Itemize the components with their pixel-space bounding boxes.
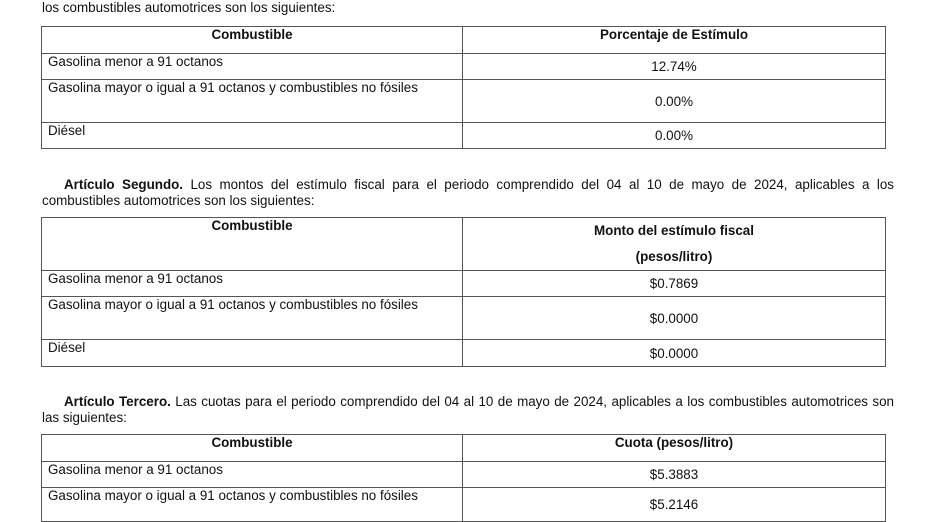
fuel-value: $0.0000 [463,340,886,367]
article-tercero [42,394,894,426]
fuel-value: 0.00% [463,80,886,123]
header-combustible: Combustible [42,435,463,462]
fuel-name: Gasolina mayor o igual a 91 octanos y combustibles no fósiles [42,488,463,522]
table-row [42,54,886,80]
fuel-name: Diésel [42,123,463,149]
article-text: Los montos del estímulo fiscal para el periodo comprendido del 04 al 10 de mayo de 2024, aplicables a los combustibles automotrices son los siguientes: [42,177,894,208]
article-title: Artículo Segundo. [64,177,184,192]
fuel-name: Diésel [42,340,463,367]
table-row [42,488,886,522]
intro-text-tail: los combustibles automotrices son los siguientes: [42,0,336,15]
fuel-name: Gasolina menor a 91 octanos [42,462,463,488]
header-monto [463,218,886,271]
article-segundo [42,177,894,209]
fuel-value: $0.0000 [463,297,886,340]
fuel-value: $0.7869 [463,271,886,297]
fuel-name: Gasolina mayor o igual a 91 octanos y combustibles no fósiles [42,297,463,340]
table-row [42,340,886,367]
table-row [42,271,886,297]
article-text: Las cuotas para el periodo comprendido del 04 al 10 de mayo de 2024, aplicables a los combustibles automotrices son las siguientes: [42,394,894,425]
fuel-name: Gasolina menor a 91 octanos [42,271,463,297]
cuota-table [41,434,886,522]
fuel-value: $5.3883 [463,462,886,488]
table-row [42,80,886,123]
table-row [42,462,886,488]
header-combustible: Combustible [42,218,463,271]
table-header-row [42,27,886,54]
fuel-value: $5.2146 [463,488,886,522]
header-porcentaje: Porcentaje de Estímulo [463,27,886,54]
table-header-row [42,218,886,271]
header-combustible: Combustible [42,27,463,54]
fuel-value: 12.74% [463,54,886,80]
article-title: Artículo Tercero. [64,394,171,409]
header-monto-line1: Monto del estímulo fiscal [594,223,754,238]
stimulus-percentage-table [41,26,886,149]
header-cuota: Cuota (pesos/litro) [463,435,886,462]
table-row [42,297,886,340]
table-header-row [42,435,886,462]
stimulus-amount-table [41,217,886,367]
header-monto-line2: (pesos/litro) [635,249,713,264]
fuel-name: Gasolina menor a 91 octanos [42,54,463,80]
fuel-name: Gasolina mayor o igual a 91 octanos y combustibles no fósiles [42,80,463,123]
table-row [42,123,886,149]
fuel-value: 0.00% [463,123,886,149]
